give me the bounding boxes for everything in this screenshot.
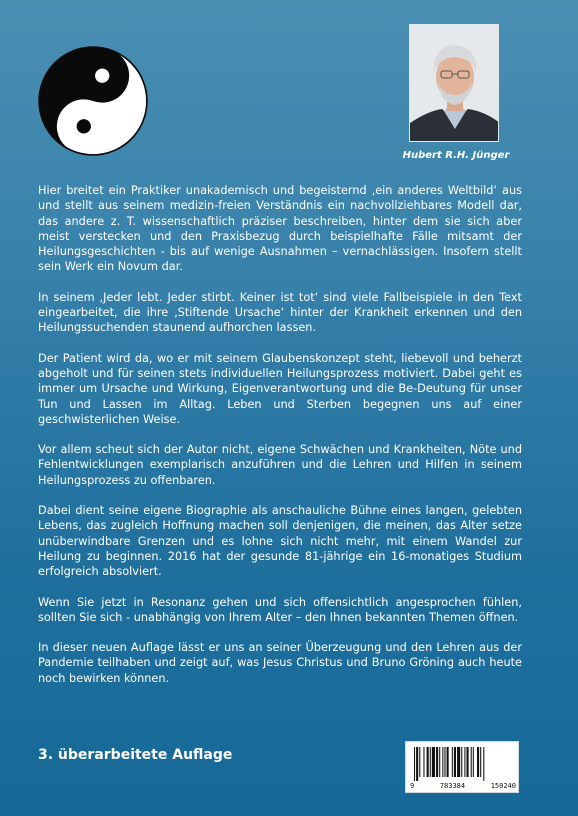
barcode-bar <box>457 747 460 777</box>
barcode-bar <box>419 747 420 777</box>
barcode-digits <box>410 782 516 790</box>
barcode-bar <box>461 747 462 777</box>
barcode-bar <box>427 747 429 777</box>
barcode-bar <box>439 747 440 777</box>
barcode-bar <box>416 747 418 781</box>
isbn-barcode <box>405 741 519 793</box>
barcode-bar <box>464 747 465 777</box>
barcode-bar <box>423 747 424 777</box>
barcode-bar <box>432 747 435 777</box>
barcode-bar <box>477 747 479 777</box>
barcode-bar <box>467 747 469 777</box>
barcode-bar <box>414 747 415 781</box>
back-cover-text <box>38 183 522 701</box>
paragraph: Vor allem scheut sich der Autor nicht, eigene Schwächen und Krankheiten, Nöte und Fehlentwicklungen exemplarisch anzuführen und die Lehren und Hilfen in seinem Heilungsprozess zu offenbaren. <box>38 443 522 487</box>
barcode-bar <box>452 747 453 777</box>
edition-label: 3. überarbeitete Auflage <box>38 747 233 763</box>
barcode-bar <box>471 747 472 777</box>
author-portrait <box>409 24 499 142</box>
barcode-bar <box>444 747 445 777</box>
paragraph: In seinem ‚Jeder lebt. Jeder stirbt. Keiner ist tot‘ sind viele Fallbeispiele in den Text eingearbeitet, die ihre ‚Stiftende Ursache‘ hinter der Krankheit erkennen und den Heilungssuchenden staunend aufhorchen lassen. <box>38 290 522 335</box>
paragraph: Wenn Sie jetzt in Resonanz gehen und sich offensichtlich angesprochen fühlen, sollten Sie sich - unabhängig von Ihrem Alter – den Ihnen bekannten Themen öffnen. <box>38 595 522 624</box>
barcode-bar <box>436 747 438 777</box>
author-caption: Hubert R.H. Jünger <box>402 150 510 161</box>
yin-yang-icon <box>38 46 148 156</box>
barcode-digit-group: 9 <box>410 782 415 790</box>
barcode-bar <box>430 747 431 777</box>
paragraph: Der Patient wird da, wo er mit seinem Glaubenskonzept steht, liebevoll und beherzt abgeholt und für seinen stets individuellen Heilungsprozess motiviert. Dabei geht es immer um Ursache und Wirkung, Eigenverantwortung und die Be-Deutung für unser Tun und Lassen im Alltag. Leben und Sterben begegnen uns auf einer geschwisterlichen Weise. <box>38 351 522 426</box>
barcode-bar <box>447 747 449 777</box>
barcode-bar <box>480 747 481 777</box>
barcode-digit-group: 150240 <box>490 782 516 790</box>
barcode-bar <box>483 747 484 781</box>
paragraph: Hier breitet ein Praktiker unakademisch und begeisternd ‚ein anderes Weltbild‘ aus und stellt aus seinem medizin-freien Verständnis ein nachvollziehbares Modell dar, das andere z. T. wissenschaftlich präziser beschreiben, hinter dem sie sich aber meist verstecken und den Praxisbezug durch beispielhafte Fälle mitsamt der Heilungsgeschichten - bis auf wenige Ausnahmen – vernachlässigen. Insofern stellt sein Werk ein Novum dar. <box>38 184 522 274</box>
paragraph: Dabei dient seine eigene Biographie als anschauliche Bühne eines langen, gelebten Lebens, das zugleich Hoffnung machen soll denjenigen, die meinen, das Alter setze unüberwindbare Grenzen und es lohne sich nicht mehr, mit einem Wandel zur Heilung zu beginnen. 2016 hat der gesunde 81-jährige ein 16-monatiges Studium erfolgreich absolviert. <box>38 504 522 579</box>
barcode-bar <box>473 747 474 777</box>
barcode-digit-group: 783384 <box>439 782 466 790</box>
barcode-bar <box>442 747 443 777</box>
paragraph: In dieser neuen Auflage lässt er uns an seiner Überzeugung und den Lehren aus der Pandemie teilhaben und zeigt auf, was Jesus Christus und Bruno Gröning auch heute noch bewirken können. <box>38 641 522 685</box>
barcode-bar <box>454 747 456 777</box>
